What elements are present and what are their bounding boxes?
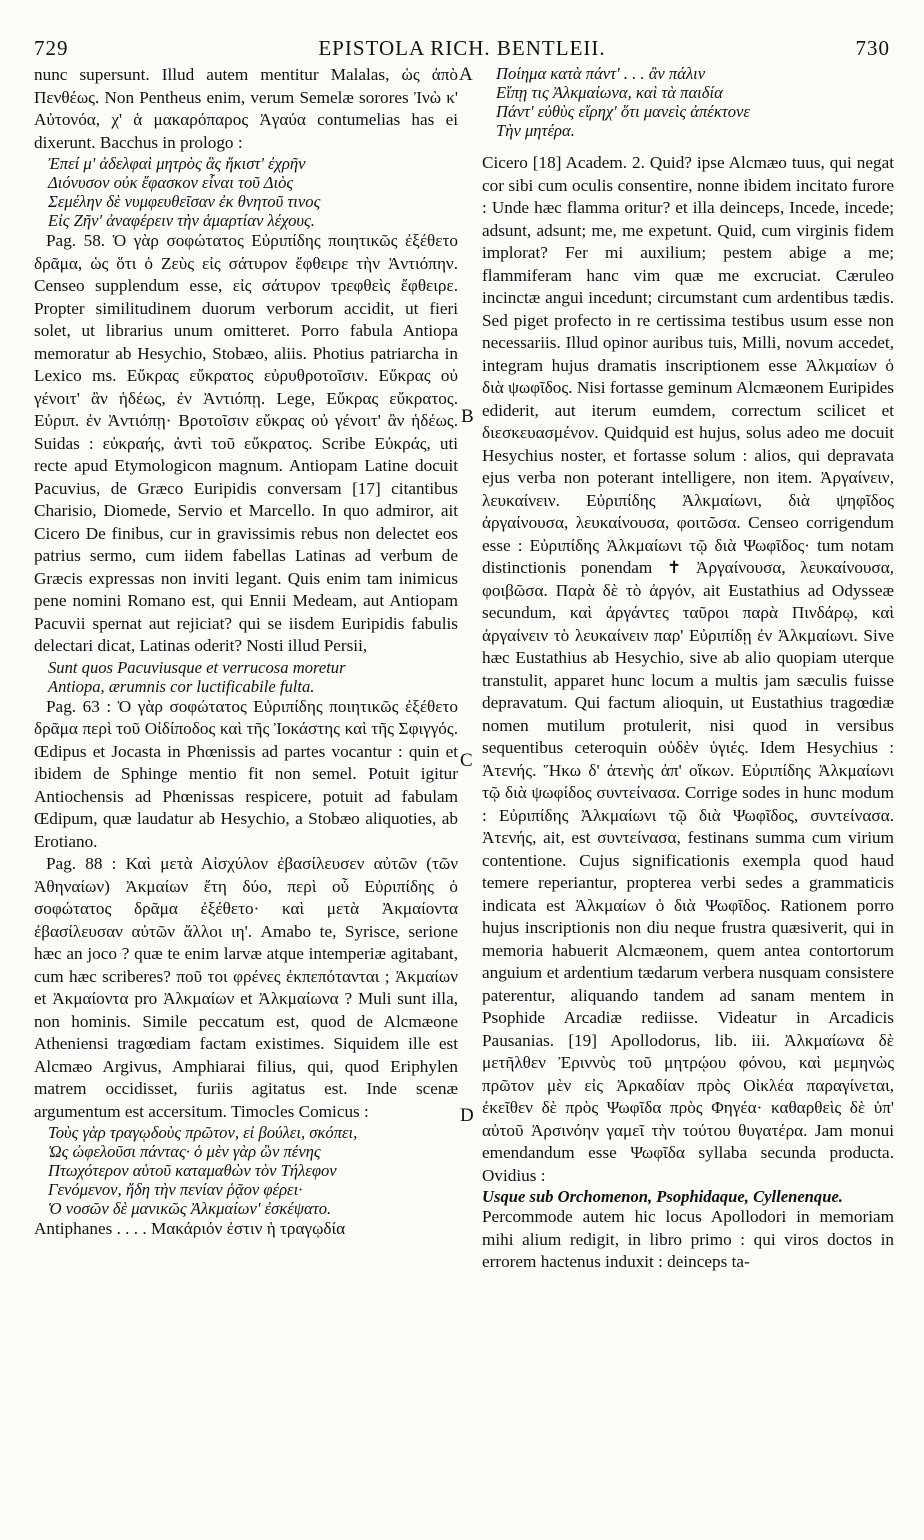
margin-letter-c: C xyxy=(460,750,473,771)
verse-line: Ὡς ὠφελοῦσι πάντας· ὁ μὲν γὰρ ὢν πένης xyxy=(48,1142,321,1161)
verse-line: Πάντ' εὐθὺς εἴρηχ' ὅτι μανεὶς ἀπέκτονε xyxy=(496,102,750,121)
left-column xyxy=(34,64,458,1241)
verse-line: Τοὺς γὰρ τραγῳδοὺς πρῶτον, εἰ βούλει, σκόπει, xyxy=(48,1123,358,1142)
verse-quotation xyxy=(34,1123,458,1218)
verse-quotation xyxy=(34,658,458,696)
verse-quotation xyxy=(482,1187,894,1206)
verse-line: Εἰς Ζῆν' ἀναφέρειν τὴν ἁμαρτίαν λέχους. xyxy=(48,211,315,230)
verse-quotation xyxy=(482,64,894,140)
verse-line: Γενόμενον, ἤδη τὴν πενίαν ῥᾷον φέρει· xyxy=(48,1180,303,1199)
running-title: EPISTOLA RICH. BENTLEII. xyxy=(318,36,606,60)
verse-quotation xyxy=(34,154,458,230)
paragraph: Cicero [18] Academ. 2. Quid? ipse Alcmæo tuus, qui negat cor sibi cum oculis consentire, nonne ibidem incitato furore : Unde hæc flamma oritur? et illa deinceps, Incede, incede; adsunt, adsunt; me, me expetunt. Quid, cum virginis fidem implorat? Fer mi auxilium; pestem abige a me; flammiferam hanc vim quæ me excruciat. Cæruleo incinctæ angui incedunt; circumstant cum ardentibus tædis. Sed piget profecto in re certissima testibus usum esse non necessariis. Illud opinor auribus tuis, Milli, novum accedet, integram hujus dramatis inscriptionem esse Ἀλκμαίων ὁ διὰ ψωφῖδος. Nisi fortasse geminum Alcmæonem Euripides ediderit, aut iterum eumdem, correctum scilicet et διεσκευασμένον. Quidquid est hujus, solus adeo me docuit Hesychius noster, et fortasse solum : alios, qui depravata ejus verba non poterant intelligere, non item. Ἀργαίνειν, λευκαίνειν. Εὐριπίδης Ἀλκμαίωνι, διὰ ψηφῖδος ἀργαίνουσα, λευκαίνουσα, φοιτῶσα. Censeo corrigendum esse : Εὐριπίδης Ἀλκμαίωνι τῷ διὰ Ψωφῖδος· tum notam distinctionis ponendam ✝ Ἀργαίνουσα, λευκαίνουσα, φοιβῶσα. Παρὰ δὲ τὸ ἀργόν, ait Eustathius ad Odysseæ secundum, καὶ ἀργάντες ταῦροι παρὰ Πινδάρῳ, καὶ ἀργαίνειν τὸ λευκαίνειν παρ' Εὐριπίδῃ ἐν Ἀλκμαίωνι. Sive hæc Eustathius ab Hesychio, sive ab alio quopiam uterque transtulit, apparet hunc locum a multis jam sæculis fuisse depravatum. Qui factum alioquin, ut Eustathius tragœdiæ nomen mutilum protulerit, nisi quod in versibus sequentibus ceteroquin οὐδὲν ὑγιές. Idem Hesychius : Ἀτενής. Ἥκω δ' ἀτενὴς ἀπ' οἴκων. Εὐριπίδης Ἀλκμαίωνι τῷ διὰ ψωφίδος συντείνασα. Corrige sodes in hunc modum : Εὐριπίδης Ἀλκμαίωνι τῷ διὰ Ψωφῖδος, συντείνασα. Ἀτενής, ait, est συντείνασα, festinans summa cum virium contentione. Cujus significationis exempla quod haud temere reperiantur, propterea verbi sedes a grammaticis indicata est Ἀλκμαίων ὁ διὰ Ψωφῖδος. Rationem porro hujus inscriptionis non diu neque frustra quæsiverit, qui in memoria habuerit Alcmæonem, quem antea contortorum anguium et ardentium tædarum verbera nusquam consistere paterentur, aliquando tandem ad sanam mentem in Psophide Arcadiæ rediisse. Videatur in Arcadicis Pausanias. [19] Apollodorus, lib. iii. Ἀλκμαίωνα δὲ μετῆλθεν Ἐριννὺς τοῦ μητρῴου φόνου, καὶ μεμηνὼς πρῶτον μὲν εἰς Ἀρκαδίαν πρὸς Οἰκλέα παραγίνεται, ἐκεῖθεν δὲ πρὸς Ψωφῖδα πρὸς Φηγέα· καθαρθεὶς δὲ ὑπ' αὐτοῦ Ἀρσινόην γαμεῖ τὴν τούτου θυγατέρα. Jam monui emendandum esse Ψωφῖδα syllaba secunda producta. Ovidius : xyxy=(482,153,894,1185)
verse-line: Σεμέλην δὲ νυμφευθεῖσαν ἐκ θνητοῦ τινος xyxy=(48,192,321,211)
right-column xyxy=(482,64,894,1274)
verse-line: Usque sub Orchomenon, Psophidaque, Cyllenenque. xyxy=(482,1187,843,1206)
paragraph: Pag. 58. Ὁ γὰρ σοφώτατος Εὐριπίδης ποιητικῶς ἐξέθετο δρᾶμα, ὡς ὅτι ὁ Ζεὺς εἰς σάτυρον ἔφθειρε τὴν Ἀντιόπην. Censeo supplendum esse, εἰς σάτυρον τρεφθεὶς ἔφθειρε. Propter similitudinem duorum verborum accidit, ut fieri solet, ut librarius unum omitteret. Porro fabula Antiopa memoratur ab Hesychio, Stobæo, aliis. Photius patriarcha in Lexico ms. Εὔκρας εὔκρατος εὐρυθροτοῖσιν. Εὔκρας οὐ γένοιτ' ἂν ἡδέως, ἐν Ἀντιόπῃ. Lege, Εὔκρας εὔκρατος. Εὐριπ. ἐν Ἀντιόπῃ· Βροτοῖσιν εὔκρας οὐ γένοιτ' ἂν ἡδέως. Suidas : εὐκραής, ἀντὶ τοῦ εὔκρατος. Scribe Εὐκράς, uti recte apud Etymologicon magnum. Antiopam Latine docuit Pacuvius, de Græco Euripidis conversam [17] citantibus Charisio, Diomede, Servio et Marcello. In quo admiror, ait Cicero De finibus, cur in gravissimis rebus non delectet eos patrius sermo, cum iidem fabellas Latinas ad verbum de Græcis expressas non inviti legant. Quis enim tam inimicus pene nomini Romano est, qui Ennii Medeam, aut Antiopam Pacuvii spernat aut rejiciat? qui se iisdem Euripidis fabulis delectari dicat, Latinas oderit? Nosti illud Persii, xyxy=(34,231,458,655)
verse-line: Sunt quos Pacuviusque et verrucosa moretur xyxy=(48,657,346,677)
paragraph: Percommode autem hic locus Apollodori in memoriam mihi alium redigit, in libro primo : qui viros doctos in errorem hactenus induxit : deinceps ta- xyxy=(482,1207,894,1271)
verse-line: Πτωχότερον αὑτοῦ καταμαθὼν τὸν Τήλεφον xyxy=(48,1161,337,1180)
verse-line: Τὴν μητέρα. xyxy=(496,121,575,140)
verse-line: Διόνυσον οὐκ ἔφασκον εἶναι τοῦ Διὸς xyxy=(48,173,294,192)
verse-line: Ὁ νοσῶν δὲ μανικῶς Ἀλκμαίων' ἐσκέψατο. xyxy=(48,1199,332,1218)
margin-letter-d: D xyxy=(460,1105,474,1126)
page-header xyxy=(34,36,890,66)
verse-line: Ἐπεί μ' ἀδελφαὶ μητρὸς ἃς ἥκιστ' ἐχρῆν xyxy=(48,154,306,173)
paragraph: nunc supersunt. Illud autem mentitur Malalas, ὡς ἀπὸ Πενθέως. Non Pentheus enim, verum Semelæ sorores Ἰνὼ κ' Αὐτονόα, χ' ἁ μακαρόπαρος Ἀγαύα contumelias has ei dixerunt. Bacchus in prologo : xyxy=(34,65,458,152)
margin-letter-b: B xyxy=(461,406,474,427)
paragraph: Pag. 63 : Ὁ γὰρ σοφώτατος Εὐριπίδης ποιητικῶς ἐξέθετο δρᾶμα περὶ τοῦ Οἰδίποδος καὶ τῆς Ἰοκάστης καὶ τῆς Σφιγγός. Œdipus et Jocasta in Phœnissis ad partes vocantur : quin et ibidem de Sphinge mentio fit non semel. Potuit igitur Antiochensis ad Phœnissas respicere, potuit ad fabulam Œdipum, quæ laudatur ab Hesychio, a Stobæo aliquoties, ab Erotiano. xyxy=(34,696,458,851)
margin-letter-a: A xyxy=(459,64,473,85)
verse-line: Ποίημα κατὰ πάντ' . . . ἂν πάλιν xyxy=(496,64,706,83)
page-number-right: 730 xyxy=(855,36,890,60)
verse-line: Εἴπῃ τις Ἀλκμαίωνα, καὶ τὰ παιδία xyxy=(496,83,723,102)
verse-line: Antiopa, ærumnis cor luctificabile fulta. xyxy=(48,676,315,696)
paragraph: Antiphanes . . . . Μακάριόν ἐστιν ἡ τραγῳδία xyxy=(34,1219,346,1238)
page-number-left: 729 xyxy=(34,36,69,60)
paragraph: Pag. 88 : Καὶ μετὰ Αἰσχύλον ἐβασίλευσεν αὐτῶν (τῶν Ἀθηναίων) Ἀκμαίων ἔτη δύο, περὶ οὗ Εὐριπίδης ὁ σοφώτατος δρᾶμα ἐξέθετο· καὶ μετὰ Ἀκμαίοντα ἐβασίλευσαν αὐτῶν ἄλλοι ιη'. Amabo te, Syrisce, serione hæc an joco ? quæ te enim larvæ atque intemperiæ agitabant, cum hæc scriberes? ποῦ τοι φρένες ἐκπεπότανται ; Ἀκμαίων et Ἀκμαίοντα pro Ἀλκμαίων et Ἀλκμαίωνα ? Muli sunt illa, non hominis. Simile peccatum est, quod de Alcmæone Atheniensi tragœdiam factam existimes. Siquidem ille est Alcmæo Argivus, Amphiarai filius, qui, quod Eriphylen matrem occidisset, furiis agitatus est. Inde scenæ argumentum est accersitum. Timocles Comicus : xyxy=(34,854,458,1121)
